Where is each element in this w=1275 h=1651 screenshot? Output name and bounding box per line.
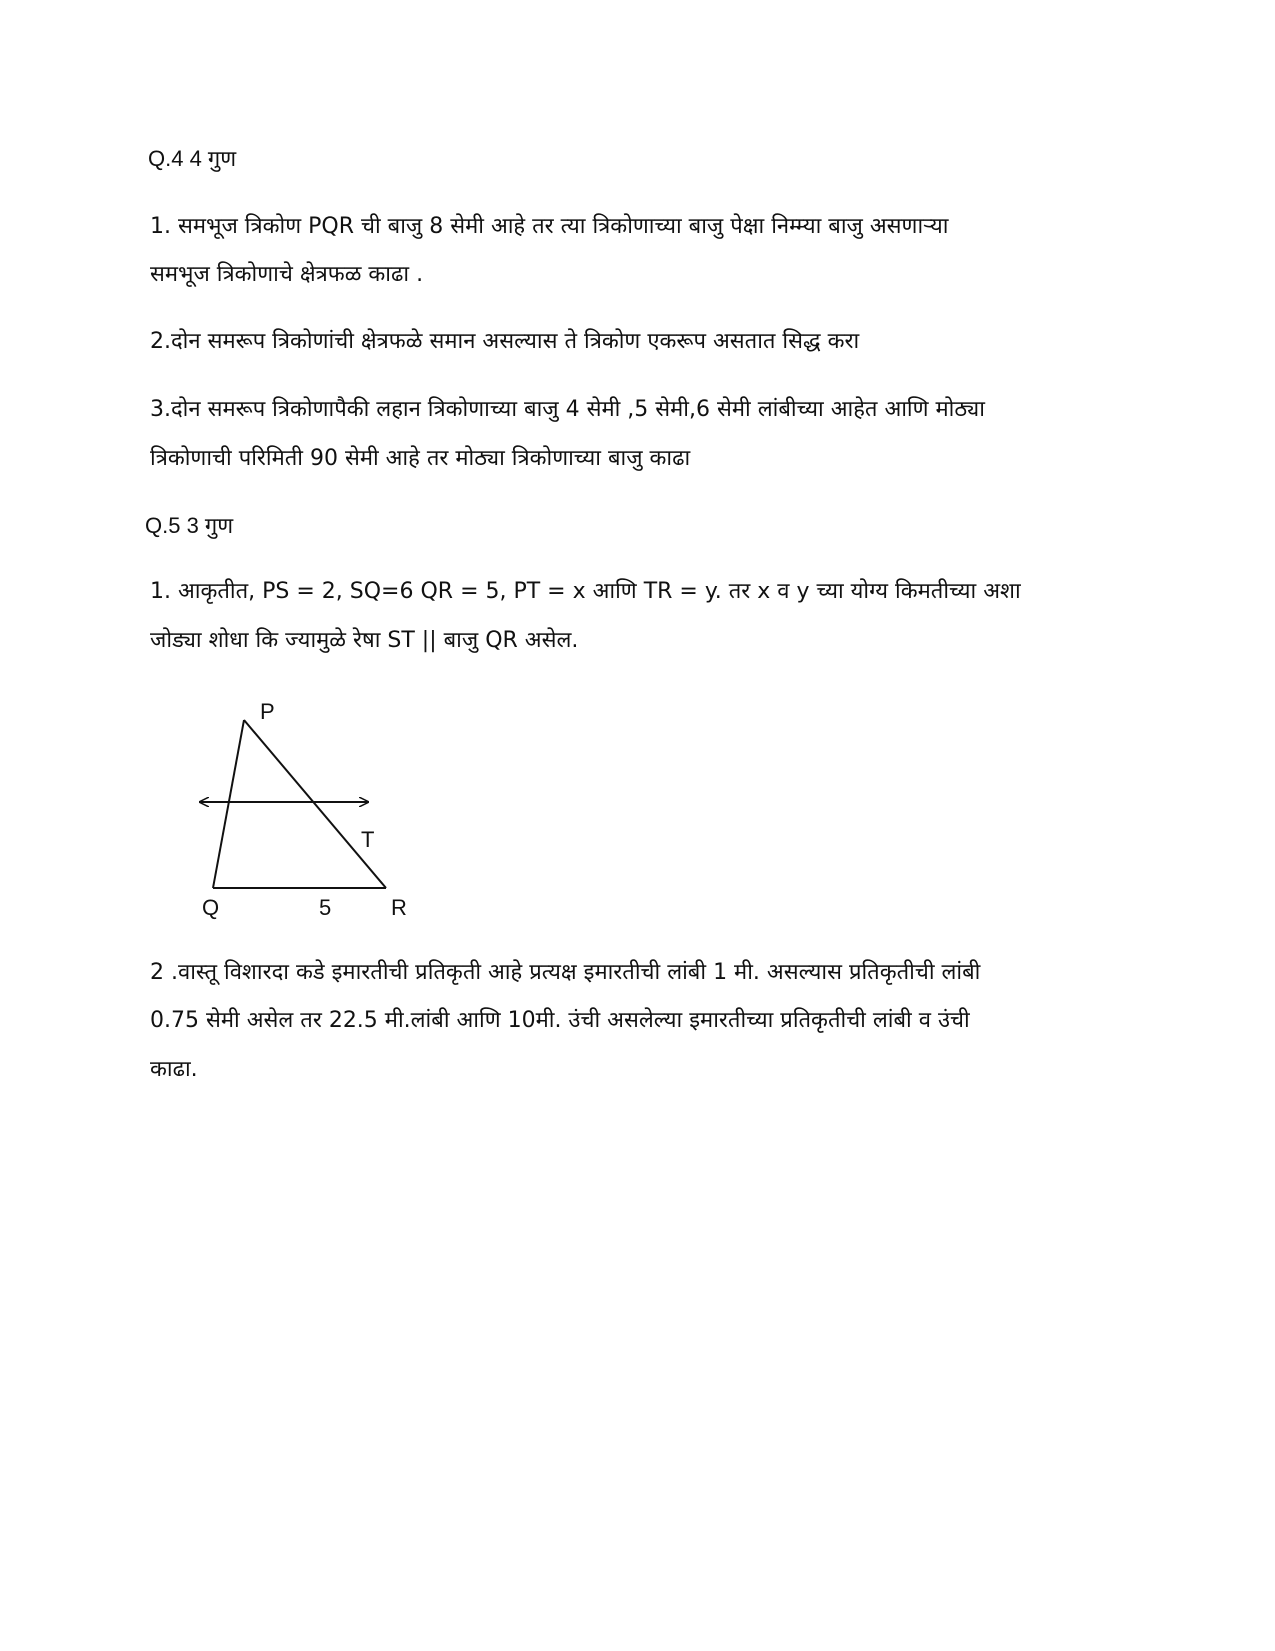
q5-item2-line1: 2 .वास्तू विशारदा कडे इमारतीची प्रतिकृती आहे प्रत्यक्ष इमारतीची लांबी 1 मी. असल्यास प्रतिकृतीची लांबी	[150, 960, 981, 985]
label-r: R	[391, 895, 407, 920]
q4-item1-line1: 1. समभूज त्रिकोण PQR ची बाजु 8 सेमी आहे तर त्या त्रिकोणाच्या बाजु पेक्षा निम्म्या बाजु असणाऱ्या	[150, 214, 949, 239]
q4-item3-line1: 3.दोन समरूप त्रिकोणापैकी लहान त्रिकोणाच्या बाजु 4 सेमी ,5 सेमी,6 सेमी लांबीच्या आहेत आणि मोठ्या	[150, 397, 985, 422]
q5-item1-line2: जोड्या शोधा कि ज्यामुळे रेषा ST || बाजु QR असेल.	[150, 628, 579, 653]
triangle-figure	[190, 699, 430, 930]
label-t: T	[361, 827, 375, 852]
label-q: Q	[202, 895, 220, 920]
side-pr	[244, 720, 386, 888]
label-p: P	[260, 699, 275, 724]
q4-item2-line1: 2.दोन समरूप त्रिकोणांची क्षेत्रफळे समान असल्यास ते त्रिकोण एकरूप असतात सिद्ध करा	[150, 329, 860, 354]
q4-item1-line2: समभूज त्रिकोणाचे क्षेत्रफळ काढा .	[150, 262, 424, 287]
q5-item2-line2: 0.75 सेमी असेल तर 22.5 मी.लांबी आणि 10मी. उंची असलेल्या इमारतीच्या प्रतिकृतीची लांबी व उंची	[150, 1008, 970, 1033]
q5-heading: Q.5 3 गुण	[145, 513, 234, 538]
q4-item3-line2: त्रिकोणाची परिमिती 90 सेमी आहे तर मोठ्या त्रिकोणाच्या बाजु काढा	[150, 446, 691, 471]
q4-heading: Q.4 4 गुण	[148, 146, 237, 171]
side-pq	[213, 720, 244, 888]
label-qr-length: 5	[319, 895, 332, 920]
q5-item1-line1: 1. आकृतीत, PS = 2, SQ=6 QR = 5, PT = x आणि TR = y. तर x व y च्या योग्य किमतीच्या अशा	[150, 579, 1021, 604]
q5-item2-line3: काढा.	[150, 1057, 198, 1082]
